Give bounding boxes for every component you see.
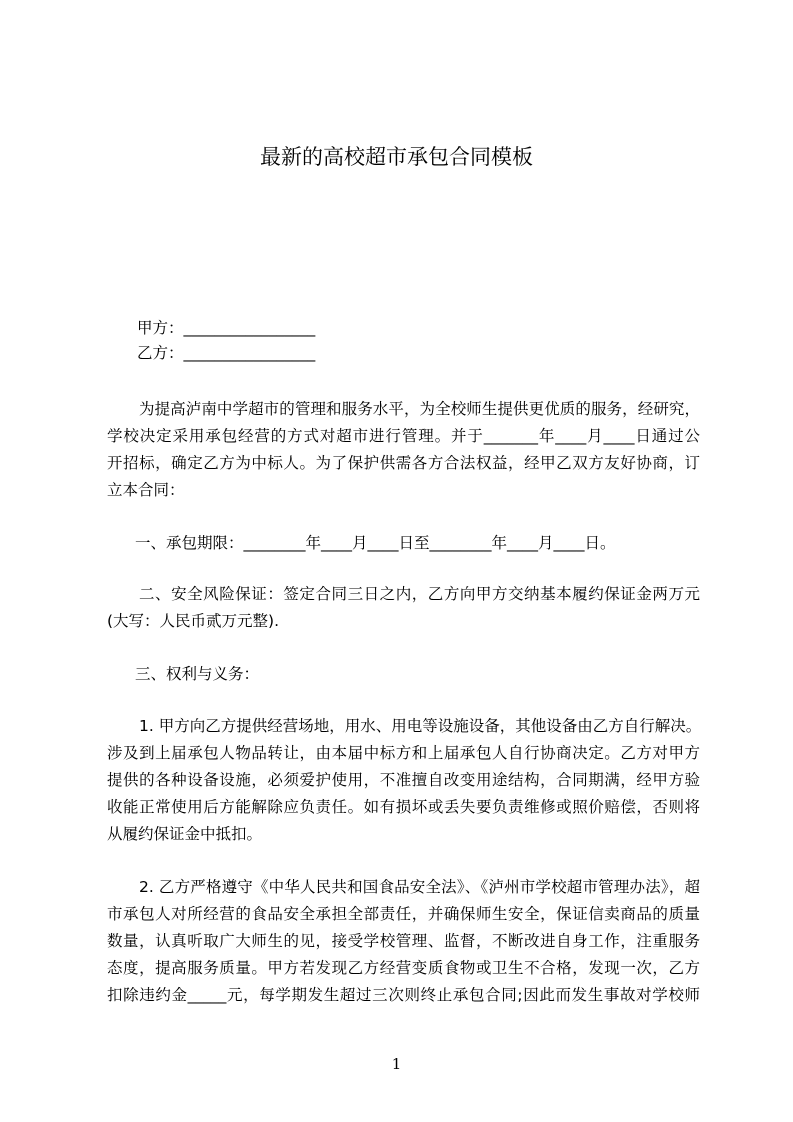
text-line: 市承包人对所经营的食品安全承担全部责任，并确保师生安全，保证信卖商品的质量 bbox=[107, 905, 700, 923]
text-line: 收能正常使用后方能解除应负责任。如有损坏或丢失要负责维修或照价赔偿，否则将 bbox=[107, 798, 700, 816]
text-line: 扣除违约金_____元，每学期发生超过三次则终止承包合同;因此而发生事故对学校师 bbox=[107, 986, 700, 1004]
text-line: 开招标，确定乙方为中标人。为了保护供需各方合法权益，经甲乙双方友好协商，订 bbox=[107, 454, 700, 472]
text-line: 态度，提高服务质量。甲方若发现乙方经营变质食物或卫生不合格，发现一次，乙方 bbox=[107, 959, 700, 977]
party-a-line: 甲方：_________________ bbox=[137, 319, 316, 337]
text-line: 涉及到上届承包人物品转让，由本届中标方和上届承包人自行协商决定。乙方对甲方 bbox=[107, 744, 700, 762]
text-line: 从履约保证金中抵扣。 bbox=[107, 825, 263, 843]
party-b-line: 乙方：_________________ bbox=[137, 344, 316, 362]
page-number: 1 bbox=[391, 1055, 402, 1073]
section-rights-heading: 三、权利与义务： bbox=[135, 665, 260, 683]
text-line: 提供的各种设备设施，必须爱护使用，不准擅自改变用途结构，合同期满，经甲方验 bbox=[107, 771, 700, 789]
text-line: 2. 乙方严格遵守《中华人民共和国食品安全法》、《泸州市学校超市管理办法》，超 bbox=[139, 878, 700, 896]
section-term: 一、承包期限：________年____月____日至________年____月____日。 bbox=[135, 534, 616, 552]
text-line: 为提高泸南中学超市的管理和服务水平，为全校师生提供更优质的服务，经研究， bbox=[139, 400, 700, 418]
document-title: 最新的高校超市承包合同模板 bbox=[260, 145, 533, 169]
text-line: 数量，认真听取广大师生的见，接受学校管理、监督，不断改进自身工作，注重服务 bbox=[107, 932, 700, 950]
text-line: 学校决定采用承包经营的方式对超市进行管理。并于_______年____月____日通过公 bbox=[107, 427, 700, 445]
text-line: 立本合同： bbox=[107, 481, 185, 499]
text-line: 二、安全风险保证：签定合同三日之内，乙方向甲方交纳基本履约保证金两万元 bbox=[139, 585, 700, 603]
text-line: (大写：人民币贰万元整). bbox=[107, 612, 280, 630]
text-line: 1. 甲方向乙方提供经营场地，用水、用电等设施设备，其他设备由乙方自行解决。 bbox=[139, 717, 702, 735]
